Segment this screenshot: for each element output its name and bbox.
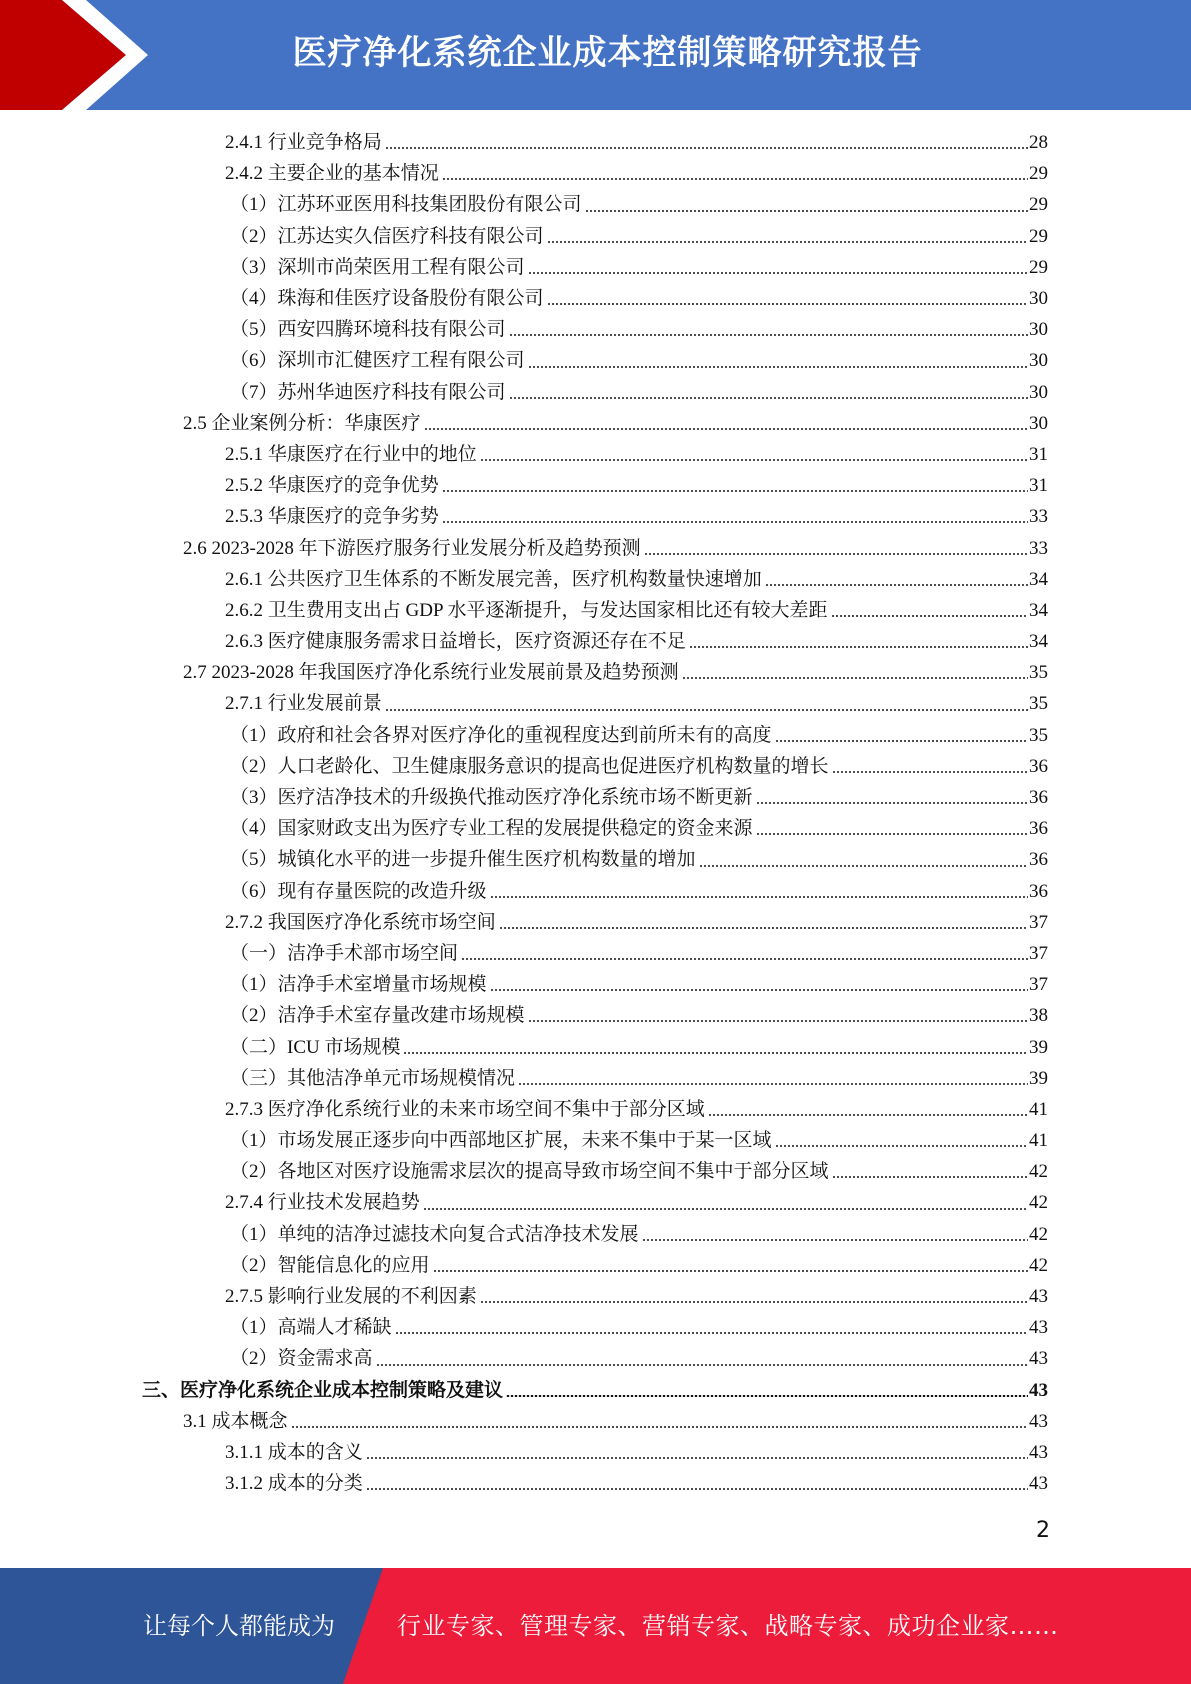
toc-entry-title: 三、医疗净化系统企业成本控制策略及建议 — [142, 1379, 504, 1401]
toc-dot-leader — [831, 615, 1028, 617]
toc-entry-page: 28 — [1029, 132, 1048, 154]
toc-dot-leader — [376, 1364, 1028, 1366]
toc-dot-leader — [395, 1332, 1028, 1334]
toc-entry-title: 2.4.1 行业竞争格局 — [225, 132, 382, 154]
toc-dot-leader — [528, 1020, 1028, 1022]
toc-entry-page: 42 — [1029, 1223, 1048, 1245]
toc-entry-page: 38 — [1029, 1005, 1048, 1027]
toc-entry-page: 37 — [1029, 911, 1048, 933]
toc-entry-page: 43 — [1029, 1410, 1048, 1432]
toc-dot-leader — [506, 1395, 1028, 1397]
toc-entry-title: 2.6 2023-2028 年下游医疗服务行业发展分析及趋势预测 — [183, 537, 641, 559]
toc-entry-title: 3.1.1 成本的含义 — [225, 1441, 363, 1463]
toc-entry[interactable] — [0, 1156, 1191, 1187]
toc-dot-leader — [509, 397, 1028, 399]
toc-entry[interactable] — [0, 876, 1191, 907]
toc-entry-page: 34 — [1029, 631, 1048, 653]
toc-entry-page: 42 — [1029, 1254, 1048, 1276]
toc-entry-page: 36 — [1029, 787, 1048, 809]
toc-entry-title: 2.7.1 行业发展前景 — [225, 693, 382, 715]
toc-entry-title: （3）深圳市尚荣医用工程有限公司 — [230, 256, 525, 278]
toc-entry-title: （1）政府和社会各界对医疗净化的重视程度达到前所未有的高度 — [230, 724, 772, 746]
toc-entry-page: 36 — [1029, 755, 1048, 777]
toc-dot-leader — [699, 865, 1028, 867]
toc-entry-title: （1）江苏环亚医用科技集团股份有限公司 — [230, 194, 582, 216]
toc-dot-leader — [442, 178, 1028, 180]
toc-entry-page: 43 — [1029, 1317, 1048, 1339]
toc-dot-leader — [547, 241, 1028, 243]
toc-entry-title: （1）高端人才稀缺 — [230, 1317, 392, 1339]
toc-entry-title: 2.7.4 行业技术发展趋势 — [225, 1192, 420, 1214]
toc-entry[interactable] — [0, 221, 1191, 252]
toc-dot-leader — [509, 334, 1028, 336]
toc-entry[interactable] — [0, 688, 1191, 719]
toc-entry-page: 30 — [1029, 288, 1048, 310]
toc-entry-page: 34 — [1029, 568, 1048, 590]
toc-entry[interactable] — [0, 283, 1191, 314]
toc-entry-title: 2.6.3 医疗健康服务需求日益增长，医疗资源还存在不足 — [225, 631, 686, 653]
toc-entry[interactable] — [0, 1250, 1191, 1281]
toc-entry-page: 42 — [1029, 1192, 1048, 1214]
toc-entry-title: 2.5.3 华康医疗的竞争劣势 — [225, 506, 439, 528]
toc-dot-leader — [528, 272, 1028, 274]
table-of-contents — [0, 127, 1191, 1499]
toc-entry[interactable] — [0, 377, 1191, 408]
toc-entry-title: 2.6.1 公共医疗卫生体系的不断发展完善，医疗机构数量快速增加 — [225, 568, 762, 590]
toc-dot-leader — [682, 677, 1028, 679]
toc-entry[interactable] — [0, 408, 1191, 439]
toc-entry-page: 29 — [1029, 225, 1048, 247]
toc-entry[interactable] — [0, 1468, 1191, 1499]
toc-entry-page: 29 — [1029, 163, 1048, 185]
toc-entry-title: （2）人口老龄化、卫生健康服务意识的提高也促进医疗机构数量的增长 — [230, 755, 829, 777]
toc-entry[interactable] — [0, 345, 1191, 376]
toc-entry-page: 33 — [1029, 506, 1048, 528]
toc-dot-leader — [765, 584, 1028, 586]
toc-entry-page: 35 — [1029, 662, 1048, 684]
toc-entry-title: （7）苏州华迪医疗科技有限公司 — [230, 381, 506, 403]
toc-dot-leader — [366, 1488, 1028, 1490]
toc-entry-page: 30 — [1029, 319, 1048, 341]
toc-entry-title: 2.5 企业案例分析：华康医疗 — [183, 412, 421, 434]
toc-entry-title: （2）资金需求高 — [230, 1348, 373, 1370]
toc-entry-title: （6）现有存量医院的改造升级 — [230, 880, 487, 902]
toc-entry[interactable] — [0, 938, 1191, 969]
toc-entry-page: 36 — [1029, 849, 1048, 871]
toc-dot-leader — [499, 927, 1028, 929]
toc-entry[interactable] — [0, 1063, 1191, 1094]
toc-dot-leader — [689, 646, 1028, 648]
toc-entry[interactable] — [0, 314, 1191, 345]
toc-entry-title: 3.1.2 成本的分类 — [225, 1473, 363, 1495]
toc-entry[interactable] — [0, 252, 1191, 283]
toc-entry-title: （1）单纯的洁净过滤技术向复合式洁净技术发展 — [230, 1223, 639, 1245]
toc-entry-title: （5）西安四腾环境科技有限公司 — [230, 319, 506, 341]
toc-entry-page: 43 — [1029, 1473, 1048, 1495]
toc-dot-leader — [708, 1114, 1028, 1116]
toc-entry[interactable] — [0, 564, 1191, 595]
toc-dot-leader — [403, 1052, 1028, 1054]
toc-entry-page: 39 — [1029, 1036, 1048, 1058]
toc-entry[interactable] — [0, 439, 1191, 470]
toc-entry[interactable] — [0, 1000, 1191, 1031]
toc-dot-leader — [291, 1426, 1028, 1428]
toc-entry-title: （5）城镇化水平的进一步提升催生医疗机构数量的增加 — [230, 849, 696, 871]
toc-entry-title: （2）各地区对医疗设施需求层次的提高导致市场空间不集中于部分区域 — [230, 1161, 829, 1183]
toc-entry[interactable] — [0, 626, 1191, 657]
toc-entry-title: 2.7.2 我国医疗净化系统市场空间 — [225, 911, 496, 933]
toc-dot-leader — [528, 366, 1028, 368]
toc-dot-leader — [461, 958, 1028, 960]
toc-entry-page: 36 — [1029, 818, 1048, 840]
toc-entry-title: 2.7.5 影响行业发展的不利因素 — [225, 1286, 477, 1308]
toc-entry-page: 31 — [1029, 443, 1048, 465]
toc-entry-page: 42 — [1029, 1161, 1048, 1183]
toc-entry[interactable] — [0, 844, 1191, 875]
toc-entry-title: （4）国家财政支出为医疗专业工程的发展提供稳定的资金来源 — [230, 818, 753, 840]
footer-slogan-right: 行业专家、管理专家、营销专家、战略专家、成功企业家…… — [397, 1612, 1059, 1640]
toc-entry[interactable] — [0, 657, 1191, 688]
toc-entry[interactable] — [0, 1125, 1191, 1156]
toc-entry-page: 43 — [1029, 1286, 1048, 1308]
toc-entry-title: （6）深圳市汇健医疗工程有限公司 — [230, 350, 525, 372]
toc-entry-page: 41 — [1029, 1098, 1048, 1120]
toc-entry-title: （1）洁净手术室增量市场规模 — [230, 974, 487, 996]
toc-entry-page: 31 — [1029, 475, 1048, 497]
toc-entry-page: 36 — [1029, 880, 1048, 902]
toc-entry-page: 30 — [1029, 350, 1048, 372]
toc-entry-title: 3.1 成本概念 — [183, 1410, 288, 1432]
toc-entry-title: 2.4.2 主要企业的基本情况 — [225, 163, 439, 185]
toc-dot-leader — [424, 428, 1028, 430]
toc-entry-title: （2）智能信息化的应用 — [230, 1254, 430, 1276]
toc-entry-title: （1）市场发展正逐步向中西部地区扩展，未来不集中于某一区域 — [230, 1130, 772, 1152]
toc-entry[interactable] — [0, 813, 1191, 844]
toc-entry[interactable] — [0, 470, 1191, 501]
page-number: 2 — [1036, 1518, 1050, 1543]
toc-entry-page: 30 — [1029, 412, 1048, 434]
toc-entry-page: 30 — [1029, 381, 1048, 403]
toc-entry[interactable] — [0, 907, 1191, 938]
toc-dot-leader — [756, 833, 1028, 835]
toc-dot-leader — [385, 709, 1028, 711]
toc-entry-page: 37 — [1029, 942, 1048, 964]
toc-entry-title: （二）ICU 市场规模 — [230, 1036, 401, 1058]
toc-entry[interactable] — [0, 1219, 1191, 1250]
toc-dot-leader — [642, 1239, 1028, 1241]
toc-dot-leader — [480, 1301, 1028, 1303]
toc-entry[interactable] — [0, 1406, 1191, 1437]
header-banner — [0, 0, 1191, 110]
report-title: 医疗净化系统企业成本控制策略研究报告 — [292, 33, 923, 73]
toc-dot-leader — [480, 459, 1028, 461]
footer-banner — [0, 1568, 1191, 1684]
toc-entry[interactable] — [0, 969, 1191, 1000]
toc-entry-title: （2）洁净手术室存量改建市场规模 — [230, 1005, 525, 1027]
toc-dot-leader — [442, 521, 1028, 523]
toc-entry[interactable] — [0, 1094, 1191, 1125]
toc-entry-title: 2.7 2023-2028 年我国医疗净化系统行业发展前景及趋势预测 — [183, 662, 679, 684]
toc-entry-title: 2.5.2 华康医疗的竞争优势 — [225, 475, 439, 497]
toc-dot-leader — [442, 490, 1028, 492]
toc-entry-title: （三）其他洁净单元市场规模情况 — [230, 1067, 516, 1089]
toc-entry-title: 2.6.2 卫生费用支出占 GDP 水平逐渐提升，与发达国家相比还有较大差距 — [225, 599, 828, 621]
toc-dot-leader — [644, 553, 1028, 555]
toc-entry-page: 43 — [1029, 1348, 1048, 1370]
toc-entry[interactable] — [0, 1343, 1191, 1374]
toc-entry-page: 35 — [1029, 724, 1048, 746]
toc-entry[interactable] — [0, 1187, 1191, 1218]
toc-entry-page: 33 — [1029, 537, 1048, 559]
toc-entry[interactable] — [0, 595, 1191, 626]
toc-entry[interactable] — [0, 782, 1191, 813]
toc-dot-leader — [518, 1083, 1028, 1085]
toc-entry[interactable] — [0, 127, 1191, 158]
toc-entry[interactable] — [0, 751, 1191, 782]
toc-dot-leader — [832, 1176, 1028, 1178]
toc-entry-page: 43 — [1029, 1379, 1048, 1401]
toc-entry-page: 34 — [1029, 599, 1048, 621]
toc-dot-leader — [775, 1145, 1028, 1147]
toc-entry-page: 35 — [1029, 693, 1048, 715]
toc-dot-leader — [585, 210, 1028, 212]
toc-dot-leader — [547, 303, 1028, 305]
toc-entry-title: 2.5.1 华康医疗在行业中的地位 — [225, 443, 477, 465]
toc-entry[interactable] — [0, 1437, 1191, 1468]
toc-entry-page: 29 — [1029, 256, 1048, 278]
toc-entry[interactable] — [0, 1312, 1191, 1343]
toc-entry-page: 37 — [1029, 974, 1048, 996]
toc-entry-title: （4）珠海和佳医疗设备股份有限公司 — [230, 288, 544, 310]
toc-dot-leader — [385, 147, 1028, 149]
toc-dot-leader — [490, 896, 1028, 898]
toc-dot-leader — [756, 802, 1028, 804]
toc-entry-title: 2.7.3 医疗净化系统行业的未来市场空间不集中于部分区域 — [225, 1098, 705, 1120]
toc-entry[interactable] — [0, 720, 1191, 751]
toc-dot-leader — [433, 1270, 1028, 1272]
toc-entry-title: （2）江苏达实久信医疗科技有限公司 — [230, 225, 544, 247]
footer-slogan-left: 让每个人都能成为 — [143, 1612, 335, 1640]
toc-dot-leader — [423, 1208, 1028, 1210]
toc-dot-leader — [490, 989, 1028, 991]
toc-entry[interactable] — [0, 1031, 1191, 1062]
toc-entry-title: （3）医疗洁净技术的升级换代推动医疗净化系统市场不断更新 — [230, 787, 753, 809]
toc-entry-page: 41 — [1029, 1130, 1048, 1152]
toc-entry-page: 29 — [1029, 194, 1048, 216]
toc-entry-page: 43 — [1029, 1441, 1048, 1463]
toc-entry[interactable] — [0, 501, 1191, 532]
toc-entry[interactable] — [0, 532, 1191, 563]
toc-entry-page: 39 — [1029, 1067, 1048, 1089]
toc-dot-leader — [366, 1457, 1028, 1459]
toc-dot-leader — [775, 740, 1028, 742]
toc-entry[interactable] — [0, 1375, 1191, 1406]
toc-dot-leader — [832, 771, 1028, 773]
toc-entry[interactable] — [0, 1281, 1191, 1312]
toc-entry[interactable] — [0, 158, 1191, 189]
toc-entry-title: （一）洁净手术部市场空间 — [230, 942, 459, 964]
toc-entry[interactable] — [0, 189, 1191, 220]
